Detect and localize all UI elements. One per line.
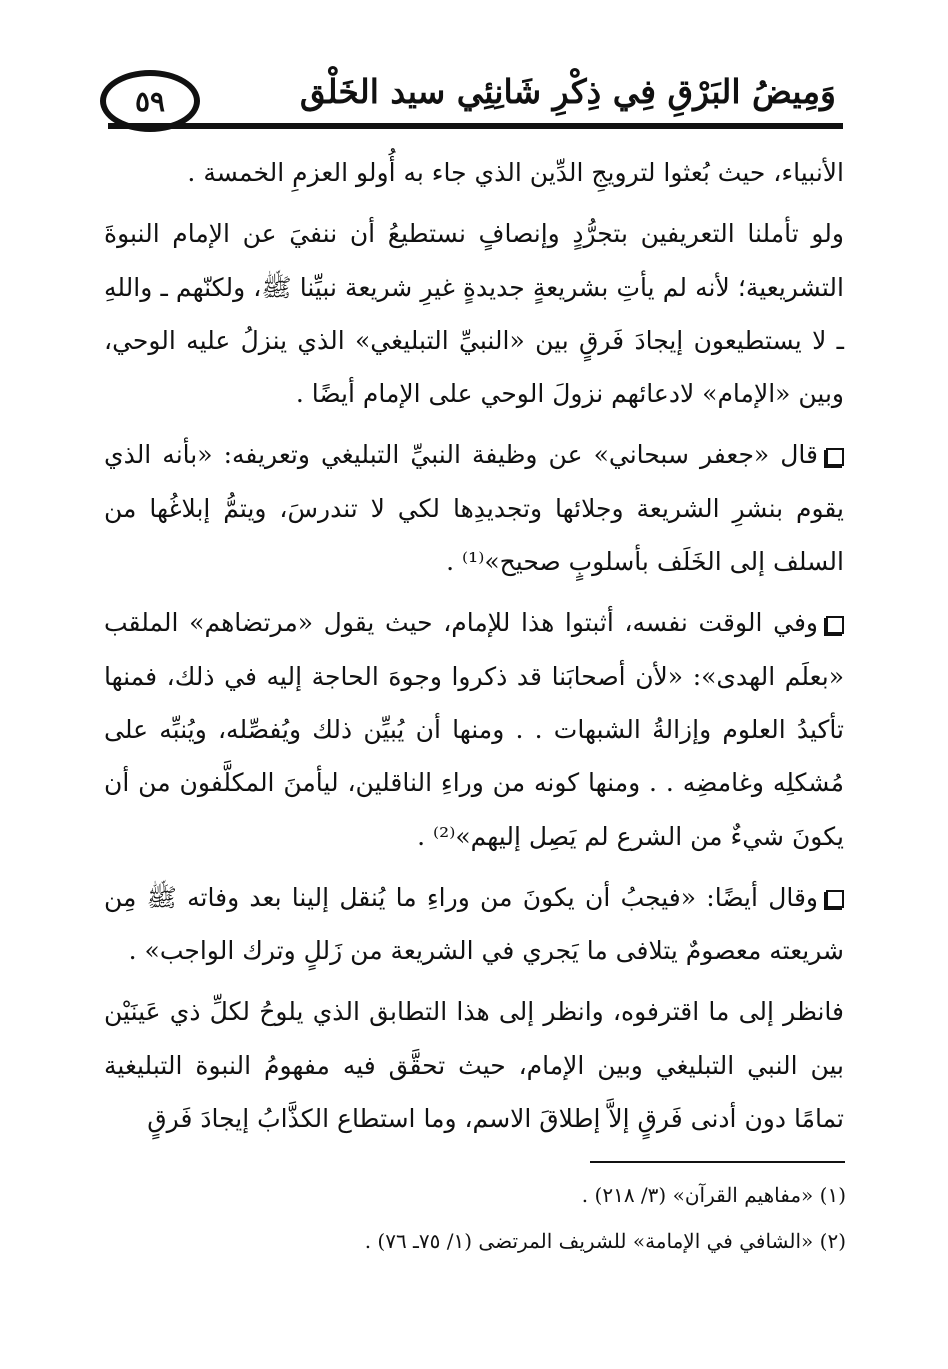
- footnotes: [104, 1172, 846, 1264]
- paragraph: [104, 428, 844, 588]
- paragraph: [104, 596, 844, 862]
- footnote-1: (١) «مفاهيم القرآن» (٣/ ٢١٨) .: [581, 1183, 846, 1207]
- box-bullet-icon: [826, 616, 844, 634]
- paragraph: الأنبياء، حيث بُعثوا لترويجِ الدِّين الذي جاء به أُولو العزمِ الخمسة .: [187, 158, 844, 187]
- paragraph-text: وقال أيضًا: «فيجبُ أن يكونَ من وراءِ ما يُنقل إلينا بعد وفاته ﷺ مِن شريعته معصومٌ يتلافى ما يَجري في الشريعة من زَللٍ وترك الواجب» .: [104, 882, 844, 966]
- paragraph-text: وفي الوقت نفسه، أثبتوا هذا للإمام، حيث يقول «مرتضاهم» الملقب «بعلَم الهدى»: «لأن أصحابَنا قد ذكروا وجوهَ الحاجة إليه في ذلك، فمنها تأكيدُ العلوم وإزالةُ الشبهات . . ومنها أن يُبيِّن ذلك ويُفصِّله، ويُنبِّه على مُشكلِه وغامضِه . . ومنها كونه من وراءِ الناقلين، ليأمنَ المكلَّفون من أن يكونَ شيءٌ من الشرع لم يَصِل إليهم»⁽²⁾ .: [104, 608, 844, 851]
- paragraph: ولو تأملنا التعريفين بتجرُّدٍ وإنصافٍ نستطيعُ أن ننفيَ عن الإمام النبوةَ التشريعية؛ لأنه لم يأتِ بشريعةٍ جديدةٍ غيرِ شريعة نبيِّنا ﷺ، ولكنّهم ـ واللهِ ـ لا يستطيعون إيجادَ فَرقٍ بين «النبيِّ التبليغي» الذي ينزلُ عليه الوحي، وبين «الإمام» لادعائهم نزولَ الوحي على الإمام أيضًا .: [104, 219, 844, 409]
- body-text: [104, 146, 844, 1145]
- box-bullet-icon: [826, 448, 844, 466]
- footnote-separator: [590, 1161, 845, 1163]
- running-header-title: وَمِيضُ البَرْقِ فِي ذِكْرِ شَانِئِي سيد الخَلْق: [299, 72, 836, 111]
- paragraph: [104, 871, 844, 978]
- footnote-2: (٢) «الشافي في الإمامة» للشريف المرتضى (١/ ٧٥ـ ٧٦) .: [364, 1229, 846, 1253]
- paragraph-text: قال «جعفر سبحاني» عن وظيفة النبيِّ التبليغي وتعريفه: «بأنه الذي يقوم بنشرِ الشريعة وجلائها وتجديدِها لكي لا تندرسَ، ويتمُّ إبلاغُها من السلف إلى الخَلَف بأسلوبٍ صحيح»⁽¹⁾ .: [104, 440, 844, 577]
- paragraph: فانظر إلى ما اقترفوه، وانظر إلى هذا التطابق الذي يلوحُ لكلِّ ذي عَينَيْن بين النبي التبليغي وبين الإمام، حيث تحقَّق فيه مفهومُ النبوة التبليغية تمامًا دون أدنى فَرقٍ إلاَّ إطلاقَ الاسم، وما استطاع الكذَّابُ إيجادَ فَرقٍ: [104, 997, 844, 1134]
- page-number: ٥٩: [134, 84, 166, 118]
- box-bullet-icon: [826, 890, 844, 908]
- header-rule: [108, 123, 843, 129]
